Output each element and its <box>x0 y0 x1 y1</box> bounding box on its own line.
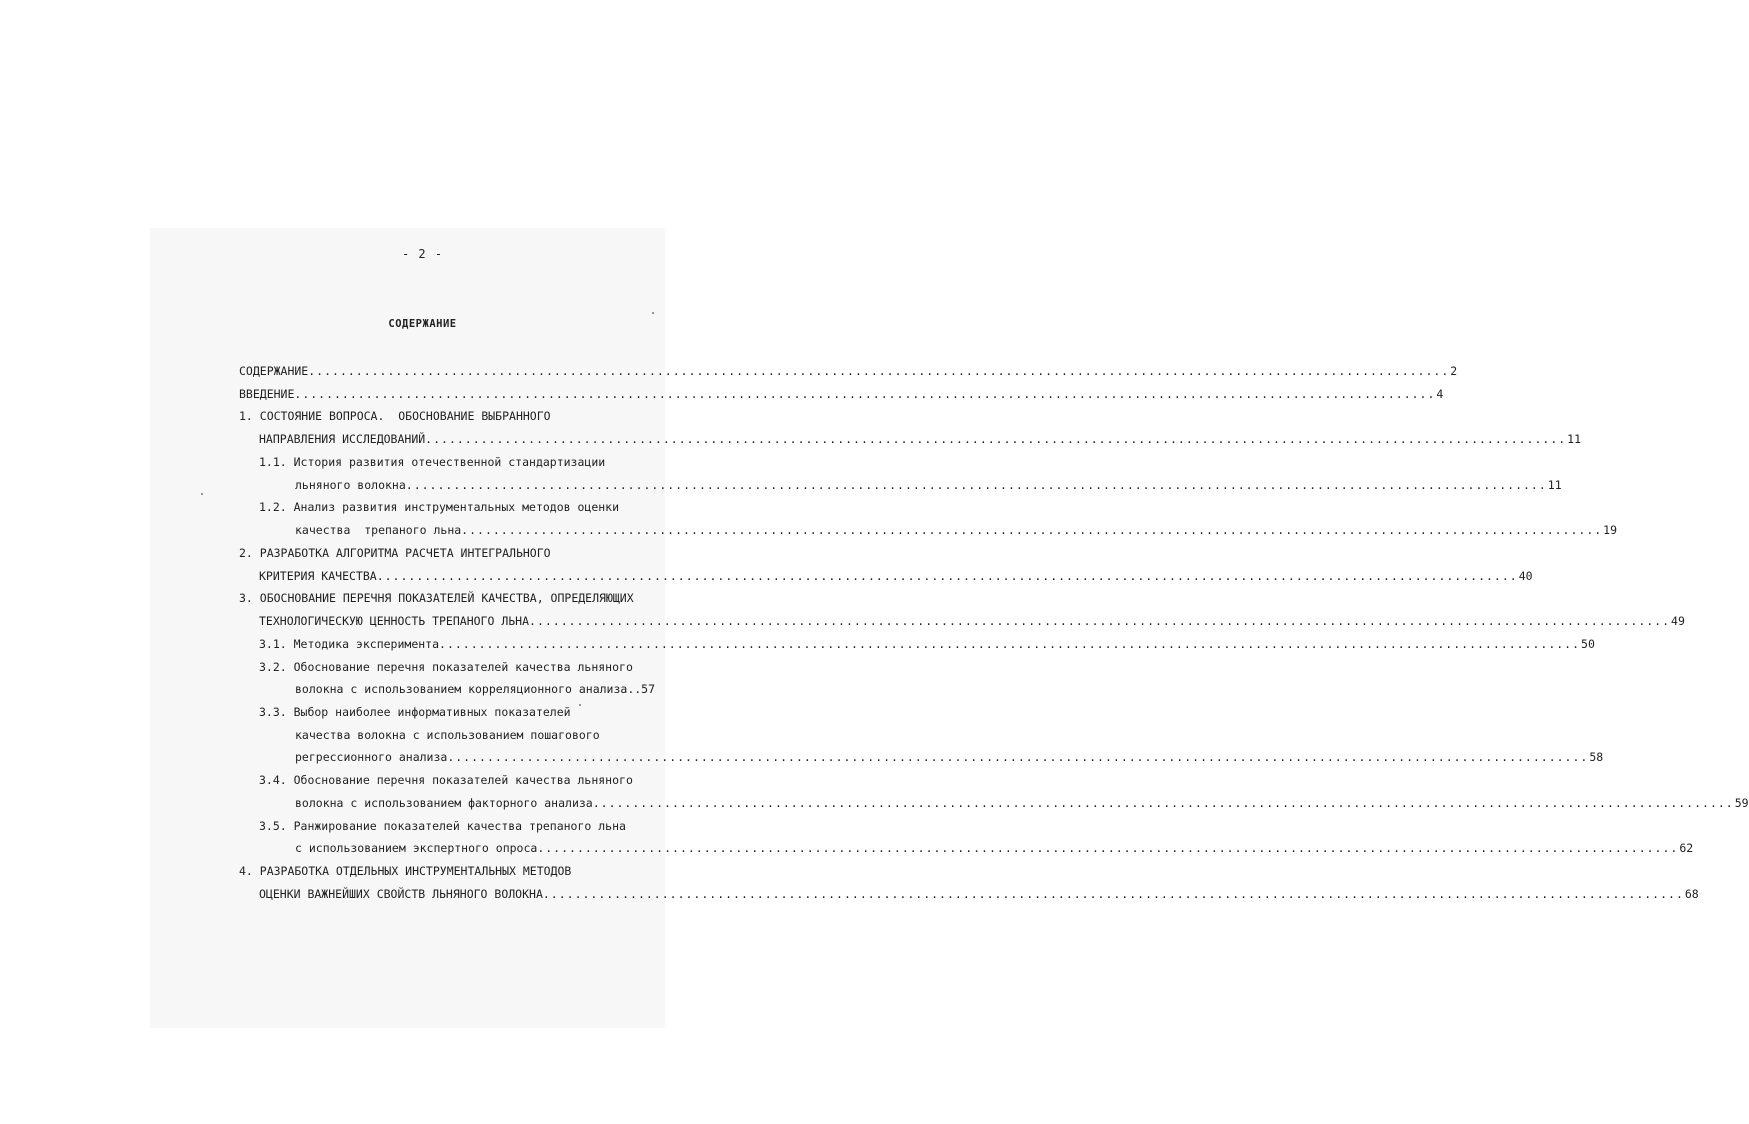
toc-entry-section-1-2-cont[interactable] <box>295 523 1618 537</box>
toc-entry-section-3-2-cont[interactable]: волокна с использованием корреляционного анализа..57 <box>295 682 656 696</box>
toc-leader-dots: ................................................................................................................................................ <box>592 796 1734 810</box>
toc-entry-contents[interactable] <box>239 364 1458 378</box>
toc-leader-dots: ................................................................................................................................................ <box>439 637 1581 651</box>
toc-entry-text: качества трепаного льна <box>295 523 462 537</box>
toc-entry-text: НАПРАВЛЕНИЯ ИССЛЕДОВАНИЙ <box>259 432 426 446</box>
toc-leader-dots: ................................................................................................................................................ <box>376 569 1518 583</box>
toc-leader-dots: ................................................................................................................................................ <box>294 387 1436 401</box>
toc-entry-text: с использованием экспертного опроса <box>295 841 538 855</box>
toc-entry-text: СОДЕРЖАНИЕ <box>239 364 309 378</box>
toc-entry-introduction[interactable] <box>239 387 1444 401</box>
toc-entry-chapter-3[interactable]: 3. ОБОСНОВАНИЕ ПЕРЕЧНЯ ПОКАЗАТЕЛЕЙ КАЧЕСТВА, ОПРЕДЕЛЯЮЩИХ <box>239 591 634 605</box>
toc-entry-text: ОЦЕНКИ ВАЖНЕЙШИХ СВОЙСТВ ЛЬНЯНОГО ВОЛОКНА <box>259 887 543 901</box>
toc-entry-page: 19 <box>1603 523 1618 537</box>
toc-entry-section-1-2[interactable]: 1.2. Анализ развития инструментальных методов оценки <box>259 500 620 514</box>
toc-entry-page: 11 <box>1567 432 1582 446</box>
toc-entry-section-3-2[interactable]: 3.2. Обоснование перечня показателей качества льняного <box>259 660 633 674</box>
scan-speck <box>201 493 203 495</box>
toc-entry-chapter-4-cont[interactable] <box>259 887 1699 901</box>
toc-entry-chapter-3-cont[interactable] <box>259 614 1685 628</box>
toc-entry-chapter-2-cont[interactable] <box>259 569 1533 583</box>
toc-entry-text: льняного волокна <box>295 478 406 492</box>
toc-entry-page: 40 <box>1518 569 1533 583</box>
toc-entry-text: регрессионного анализа <box>295 750 448 764</box>
toc-entry-section-3-5-cont[interactable] <box>295 841 1694 855</box>
toc-leader-dots: ................................................................................................................................................ <box>461 523 1603 537</box>
toc-entry-section-3-1[interactable] <box>259 637 1595 651</box>
toc-entry-chapter-1[interactable]: 1. СОСТОЯНИЕ ВОПРОСА. ОБОСНОВАНИЕ ВЫБРАННОГО <box>239 409 551 423</box>
toc-leader-dots: ................................................................................................................................................ <box>308 364 1450 378</box>
toc-entry-chapter-2[interactable]: 2. РАЗРАБОТКА АЛГОРИТМА РАСЧЕТА ИНТЕГРАЛЬНОГО <box>239 546 551 560</box>
toc-leader-dots: ................................................................................................................................................ <box>529 614 1671 628</box>
toc-entry-page: 68 <box>1684 887 1699 901</box>
toc-entry-text: 3.1. Методика эксперимента <box>259 637 440 651</box>
toc-entry-page: 4 <box>1436 387 1444 401</box>
toc-entry-section-3-4[interactable]: 3.4. Обоснование перечня показателей качества льняного <box>259 773 633 787</box>
toc-entry-text: ТЕХНОЛОГИЧЕСКУЮ ЦЕННОСТЬ ТРЕПАНОГО ЛЬНА <box>259 614 530 628</box>
toc-entry-page: 62 <box>1679 841 1694 855</box>
toc-entry-page: 58 <box>1589 750 1604 764</box>
toc-leader-dots: ................................................................................................................................................ <box>405 478 1547 492</box>
toc-heading: СОДЕРЖАНИЕ <box>388 318 457 330</box>
toc-entry-text: волокна с использованием факторного анализа <box>295 796 593 810</box>
toc-entry-chapter-1-cont[interactable] <box>259 432 1582 446</box>
toc-entry-section-3-3-cont[interactable]: качества волокна с использованием пошагового <box>295 728 600 742</box>
toc-entry-section-3-3-cont-2[interactable] <box>295 750 1604 764</box>
toc-entry-section-3-3[interactable]: 3.3. Выбор наиболее информативных показателей <box>259 705 571 719</box>
scan-speck <box>652 312 654 314</box>
page-number: - 2 - <box>401 247 444 261</box>
toc-entry-section-3-4-cont[interactable] <box>295 796 1749 810</box>
toc-entry-text: КРИТЕРИЯ КАЧЕСТВА <box>259 569 377 583</box>
toc-entry-page: 11 <box>1547 478 1562 492</box>
toc-entry-text: ВВЕДЕНИЕ <box>239 387 295 401</box>
scan-speck <box>579 704 581 706</box>
toc-entry-section-3-5[interactable]: 3.5. Ранжирование показателей качества трепаного льна <box>259 819 626 833</box>
toc-leader-dots: ................................................................................................................................................ <box>537 841 1679 855</box>
toc-leader-dots: ................................................................................................................................................ <box>447 750 1589 764</box>
toc-entry-chapter-4[interactable]: 4. РАЗРАБОТКА ОТДЕЛЬНЫХ ИНСТРУМЕНТАЛЬНЫХ МЕТОДОВ <box>239 864 572 878</box>
toc-entry-page: 49 <box>1671 614 1685 628</box>
toc-entry-page: 2 <box>1450 364 1458 378</box>
toc-leader-dots: ................................................................................................................................................ <box>542 887 1684 901</box>
toc-entry-page: 59 <box>1734 796 1749 810</box>
toc-entry-section-1-1-cont[interactable] <box>295 478 1562 492</box>
toc-entry-section-1-1[interactable]: 1.1. История развития отечественной стандартизации <box>259 455 606 469</box>
toc-entry-page: 50 <box>1581 637 1595 651</box>
toc-leader-dots: ................................................................................................................................................ <box>425 432 1567 446</box>
